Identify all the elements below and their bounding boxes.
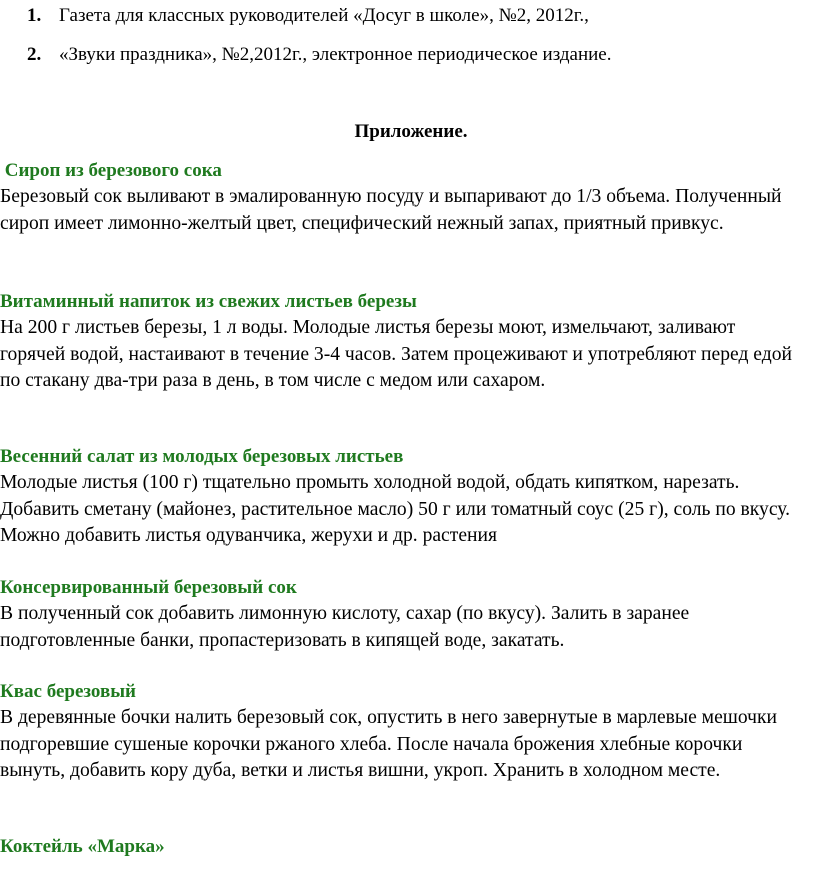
recipe-section (0, 679, 800, 785)
recipe-title: Сироп из березового сока (0, 160, 222, 181)
recipe-section (0, 834, 800, 860)
recipe-title: Коктейль «Марка» (0, 836, 165, 857)
recipe-section (0, 289, 800, 395)
recipe-body: В деревянные бочки налить березовый сок, опустить в него завернутые в марлевые мешочки подгоревшие сушеные корочки ржаного хлеба. После начала брожения хлебные корочки вынуть, добавить кору дуба, ветки и листья вишни, укроп. Хранить в холодном месте. (0, 707, 778, 781)
recipe-section (0, 444, 800, 550)
recipe-section (0, 575, 800, 654)
recipe-body: Березовый сок выливают в эмалированную посуду и выпаривают до 1/3 объема. Полученный сироп имеет лимонно-желтый цвет, специфический нежный запах, приятный привкус. (0, 186, 782, 234)
reference-number: 1. (27, 5, 42, 26)
recipe-body: В полученный сок добавить лимонную кислоту, сахар (по вкусу). Залить в заранее подготовленные банки, пропастеризовать в кипящей воде, закатать. (0, 603, 690, 651)
reference-number: 2. (27, 44, 42, 65)
recipe-title: Квас березовый (0, 681, 136, 702)
recipe-title: Консервированный березовый сок (0, 577, 297, 598)
recipe-title: Витаминный напиток из свежих листьев березы (0, 291, 417, 312)
appendix-title: Приложение. (354, 121, 468, 142)
recipe-body: Молодые листья (100 г) тщательно промыть холодной водой, обдать кипятком, нарезать. Добавить сметану (майонез, растительное масло) 50 г или томатный соус (25 г), соль по вкусу. Можно добавить листья одуванчика, жерухи и др. растения (0, 472, 791, 546)
reference-text: «Звуки праздника», №2,2012г., электронное периодическое издание. (59, 44, 612, 65)
recipe-section (0, 158, 800, 237)
recipe-body: На 200 г листьев березы, 1 л воды. Молодые листья березы моют, измельчают, заливают горячей водой, настаивают в течение 3-4 часов. Затем процеживают и употребляют перед едой по стакану два-три раза в день, в том числе с медом или сахаром. (0, 317, 792, 391)
reference-text: Газета для классных руководителей «Досуг в школе», №2, 2012г., (59, 5, 589, 26)
recipe-title: Весенний салат из молодых березовых листьев (0, 446, 404, 467)
